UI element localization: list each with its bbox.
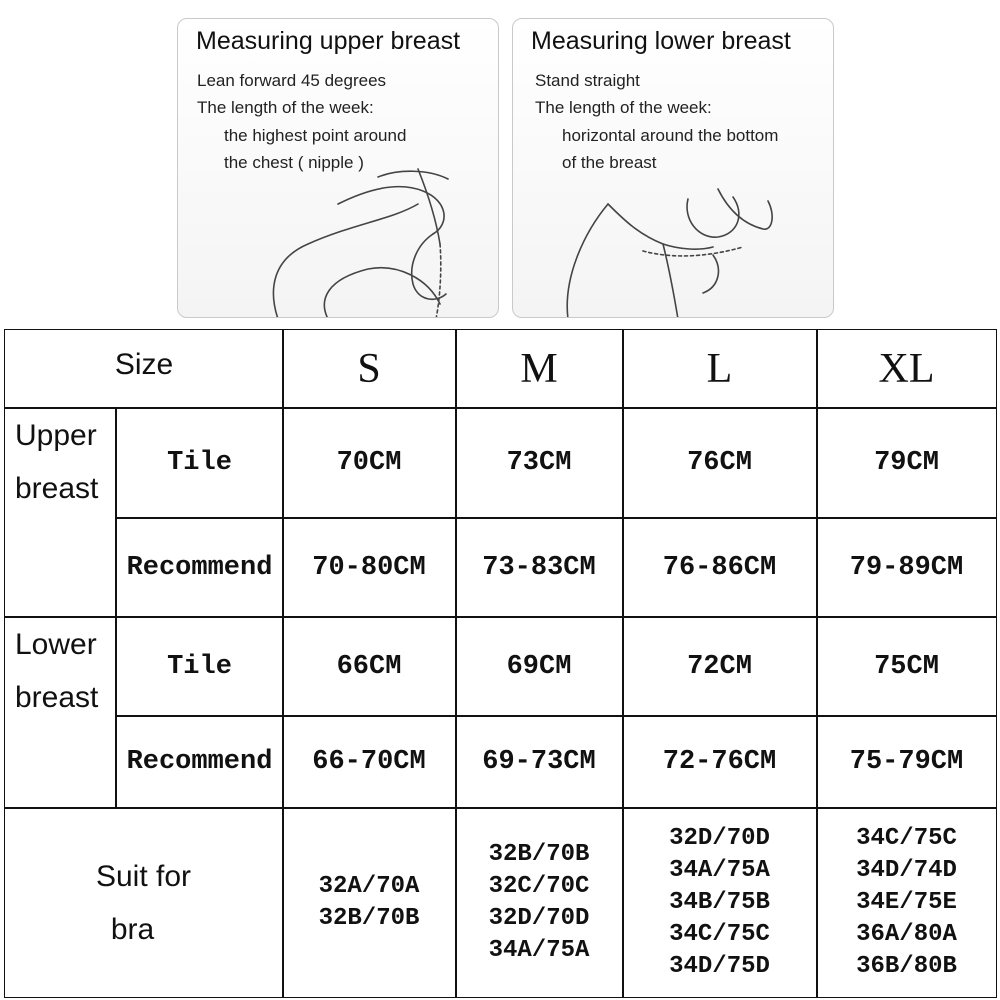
suit-values-m [456,809,622,997]
lower-breast-measure-sketch-icon [513,19,834,318]
card-instruction: the chest ( nipple ) [224,153,364,172]
bra-size-value: 32A/70A [318,873,420,900]
size-header-xl: XL [878,345,935,392]
upper-tile-s: 70CM [336,448,402,478]
bra-size-value: 32D/70D [488,905,590,932]
bra-size-value: 34D/74D [856,857,957,884]
size-header-label: Size [114,347,174,381]
lower-breast-label [5,618,115,807]
lower-tile-xl: 75CM [874,651,939,682]
upper-breast-label-line2: breast [15,472,99,505]
card-instruction: Stand straight [535,71,640,90]
lower-tile-m: 69CM [506,651,572,682]
upper-tile-m: 73CM [506,448,572,478]
card-title: Measuring upper breast [196,27,461,55]
bra-size-value: 34B/75B [669,889,770,916]
bra-size-value: 36B/80B [856,953,957,980]
lower-recommend-s: 66-70CM [312,747,426,777]
card-instruction: the highest point around [224,126,407,145]
bra-size-value: 34D/75D [669,953,770,980]
lower-breast-label-line1: Lower [15,628,97,661]
upper-breast-label-line1: Upper [15,419,97,452]
card-instruction: Lean forward 45 degrees [197,71,387,90]
suit-values-s [283,809,455,997]
lower-breast-measure-card [512,18,834,318]
bra-size-value: 34E/75E [856,889,957,916]
bra-size-value: 32D/70D [669,825,770,852]
size-header-l: L [706,345,733,392]
card-title: Measuring lower breast [531,27,791,55]
card-instruction: The length of the week: [197,98,374,117]
size-header-m: M [520,345,558,392]
lower-recommend-m: 69-73CM [482,747,596,777]
bra-size-value: 36A/80A [856,921,957,948]
upper-breast-label [5,409,115,616]
card-instruction: The length of the week: [535,98,712,117]
upper-recommend-s: 70-80CM [312,552,426,583]
upper-recommend-l: 76-86CM [662,552,777,583]
suit-for-bra-label [5,809,282,997]
upper-breast-measure-sketch-icon [178,19,499,318]
lower-tile-s: 66CM [336,651,402,682]
lower-recommend-l: 72-76CM [662,747,777,777]
bra-size-value: 32B/70B [488,841,590,868]
upper-recommend-xl: 79-89CM [849,552,964,583]
bra-size-value: 34C/75C [669,921,770,948]
bra-size-value: 34A/75A [488,937,590,964]
upper-tile-xl: 79CM [874,448,939,478]
bra-size-value: 32C/70C [488,873,590,900]
bra-size-value: 34A/75A [669,857,770,884]
lower-tile-l: 72CM [687,651,752,682]
suit-values-l [623,809,816,997]
lower-tile-label: Tile [167,651,232,682]
card-instruction: of the breast [562,153,657,172]
lower-recommend-xl: 75-79CM [849,747,964,777]
lower-recommend-label: Recommend [126,747,273,777]
upper-tile-l: 76CM [687,448,752,478]
size-header-s: S [357,345,381,392]
suit-label-line1: Suit for [95,860,192,893]
card-instruction: horizontal around the bottom [562,126,779,145]
bra-size-value: 34C/75C [856,825,957,852]
suit-label-line2: bra [110,913,155,946]
upper-recommend-m: 73-83CM [482,552,596,583]
upper-recommend-label: Recommend [126,552,273,583]
upper-tile-label: Tile [167,448,232,478]
bra-size-value: 32B/70B [318,905,420,932]
suit-values-xl [817,809,996,997]
lower-breast-label-line2: breast [15,681,99,714]
upper-breast-measure-card [177,18,499,318]
